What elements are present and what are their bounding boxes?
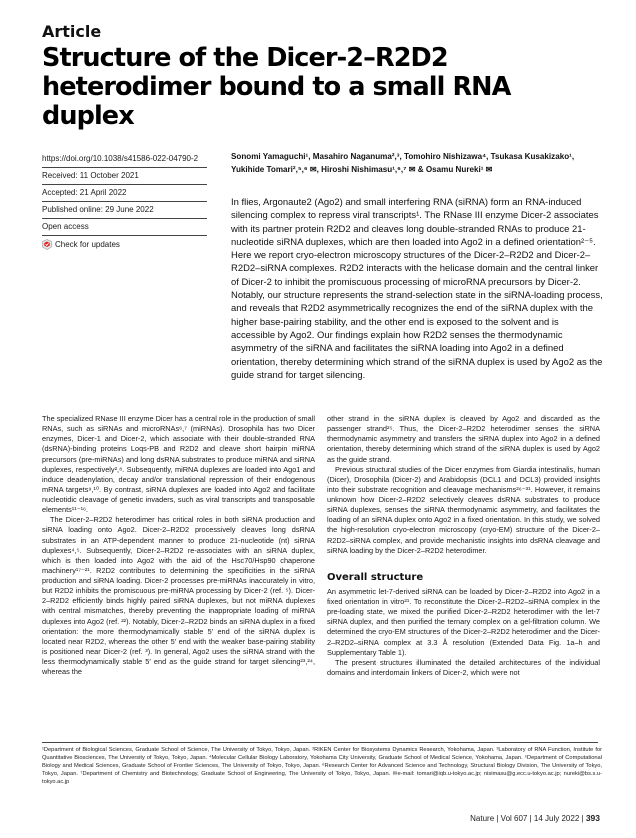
body-column-right [327, 414, 600, 678]
check-updates-label: Check for updates [55, 239, 120, 249]
open-access-label: Open access [42, 219, 207, 236]
affiliations-footnote: ¹Department of Biological Sciences, Graduate School of Science, The University of Tokyo, Tokyo, Japan. ²RIKEN Center for Biosystems Dynamics Research, Yokohama, Japan. ³Laboratory of RNA Function, Institute for Quantitative Biosciences, The University of Tokyo, Tokyo, Japan. ⁴Molecular Cellular Biology Laboratory, Yokohama City University, Graduate School of Medical Science, Yokohama, Japan. ⁵Department of Computational Biology and Medical Sciences, Graduate School of Frontier Sciences, The University of Tokyo, Tokyo, Japan. ⁶Research Center for Advanced Science and Technology, Structural Biology Division, The University of Tokyo, Tokyo, Japan. ⁷Department of Chemistry and Biotechnology, Graduate School of Engineering, The University of Tokyo, Tokyo, Japan. ✉e-mail: tomari@iqb.u-tokyo.ac.jp; nisimasu@g.ecc.u-tokyo.ac.jp; nureki@bs.s.u-tokyo.ac.jp [42, 747, 602, 786]
page-footer: Nature | Vol 607 | 14 July 2022 | 393 [470, 813, 600, 823]
received-date: Received: 11 October 2021 [42, 168, 207, 185]
body-paragraph: An asymmetric let-7-derived siRNA can be loaded by Dicer-2–R2D2 into Ago2 in a fixed orientation in vitro²¹. To reconstitute the Dicer-2–R2D2–siRNA complex in the pre-loading state, we mixed the purified Dicer-2–R2D2 heterodimer with the let-7 siRNA duplex, and then purified the ternary complex on a gel-filtration column. We determined the cryo-EM structures of the Dicer-2–R2D2 heterodimer and the Dicer-2–R2D2–siRNA complex at 3.3 Å resolution (Extended Data Fig. 1a–h and Supplementary Table 1). [327, 586, 600, 657]
volume: Vol 607 [500, 814, 528, 823]
footnote-divider [42, 742, 598, 743]
article-metadata [42, 151, 207, 253]
section-heading: Overall structure [327, 571, 424, 583]
accepted-date: Accepted: 21 April 2022 [42, 185, 207, 202]
crossmark-icon [42, 239, 52, 250]
article-title: Structure of the Dicer-2–R2D2 heterodimer bound to a small RNA duplex [42, 43, 511, 131]
body-paragraph: The present structures illuminated the detailed architectures of the individual domains and interdomain linkers of Dicer-2, which were not [327, 657, 600, 677]
journal-name: Nature [470, 814, 495, 823]
page-number: 393 [585, 813, 600, 823]
published-date: Published online: 29 June 2022 [42, 202, 207, 219]
article-type-label: Article [42, 22, 102, 41]
author-list: Sonomi Yamaguchi¹, Masahiro Naganuma²,³, Tomohiro Nishizawa⁴, Tsukasa Kusakizako¹, Yukihide Tomari²,⁵,⁶ ✉, Hiroshi Nishimasu¹,⁶,⁷ ✉ & Osamu Nureki¹ ✉ [231, 152, 575, 174]
abstract: In flies, Argonaute2 (Ago2) and small interfering RNA (siRNA) form an RNA-induced silencing complex to repress viral transcripts¹. The RNase III enzyme Dicer-2 associates with its partner protein R2D2 and cleaves long double-stranded RNAs to produce 21-nucleotide siRNA duplexes, which are then loaded into Ago2 in a defined orientation²⁻⁵. Here we report cryo-electron microscopy structures of the Dicer-2–R2D2 and Dicer-2–R2D2–siRNA complexes. R2D2 interacts with the helicase domain and the central linker of Dicer-2 to inhibit the promiscuous processing of microRNA precursors by Dicer-2. Notably, our structure represents the strand-selection state in the siRNA-loading process, and reveals that R2D2 asymmetrically recognizes the end of the siRNA duplex with the higher base-pairing stability, and the other end is exposed to the solvent and is accessible by Ago2. Our findings explain how R2D2 senses the thermodynamic asymmetry of the siRNA and facilitates the siRNA loading into Ago2 in a defined orientation, thereby determining which strand of the siRNA duplex is used by Ago2 as the guide strand for target silencing. [231, 197, 603, 381]
issue-date: 14 July 2022 [533, 814, 580, 823]
body-paragraph: The specialized RNase III enzyme Dicer has a central role in the production of small RNAs, such as siRNAs and microRNAs⁶,⁷ (miRNAs). Drosophila has two Dicer enzymes, Dicer-1 and Dicer-2, which associate with their double-stranded RNA (dsRNA)-binding proteins Loqs-PB and R2D2 and cleave short hairpin miRNA precursors (pre-miRNAs) and long dsRNA substrates to produce miRNA and siRNA duplexes, respectively²,⁸. Subsequently, miRNA duplexes are loaded into Ago1 and induce deadenylation, decay and/or translational repression of their endogenous mRNA targets⁹,¹⁰. By contrast, siRNA duplexes are loaded into Ago2 and facilitate nucleotidic cleavage of genetic invaders, such as viral transcripts and transposable elements¹¹⁻¹⁶. [42, 414, 315, 515]
check-updates-button[interactable] [42, 236, 207, 253]
doi-link[interactable]: https://doi.org/10.1038/s41586-022-04790-2 [42, 151, 207, 168]
body-paragraph: other strand in the siRNA duplex is cleaved by Ago2 and discarded as the passenger strand²⁵. Thus, the Dicer-2–R2D2 heterodimer senses the siRNA thermodynamic asymmetry and transfers the siRNA duplex into Ago2 in a defined orientation, thereby determining which strand of the siRNA duplex is used by Ago2 as the guide strand. [327, 414, 600, 464]
body-column-left [42, 414, 315, 677]
body-paragraph: The Dicer-2–R2D2 heterodimer has critical roles in both siRNA production and siRNA loading onto Ago2. Dicer-2–R2D2 processively cleaves long dsRNA substrates in an ATP-dependent manner to produce 21-nucleotide (nt) siRNA duplexes⁴,⁵. Subsequently, Dicer-2–R2D2 re-associates with an siRNA duplex, which is then loaded into Ago2 with the aid of the Hsc70/Hsp90 chaperone machinery¹⁷⁻²¹. R2D2 contributes to determining the specificities in the siRNA production and siRNA loading. Dicer-2 processes pre-miRNAs inaccurately in vitro, but R2D2 inhibits the promiscuous pre-miRNA processing by Dicer-2 (ref. ⁵). Dicer-2–R2D2 efficiently binds highly paired siRNA duplexes, but not miRNA duplexes with central mismatches, thereby preventing the inappropriate loading of miRNA duplexes into Ago2 (ref. ²²). Notably, Dicer-2–R2D2 binds an siRNA duplex in a fixed orientation: the more thermodynamically stable 5′ end of the siRNA duplex is located near R2D2, whereas the other 5′ end with the weaker base-pairing stability is positioned near Dicer-2 (ref. ³). In general, Ago2 uses the siRNA strand with the less thermodynamically stable 5′ end as the guide strand for target silencing²³,²⁴, whereas the [42, 515, 315, 677]
body-paragraph: Previous structural studies of the Dicer enzymes from Giardia intestinalis, human (Dicer), Drosophila (Dicer-2) and Arabidopsis (DCL1 and DCL3) provided insights into their substrate recognition and cleavage mechanisms²⁶⁻³¹. However, it remains unknown how Dicer-2–R2D2 selectively cleaves dsRNA substrates to produce siRNA duplexes, senses the siRNA thermodynamic asymmetry, and facilitates the loading of an siRNA duplex onto Ago2 in a fixed orientation. In this study, we solved the high-resolution cryo-electron microscopy (cryo-EM) structure of the Dicer-2–R2D2–siRNA complex, and provide mechanistic insights into dsRNA cleavage and siRNA loading by the Dicer-2–R2D2 heterodimer. [327, 464, 600, 555]
